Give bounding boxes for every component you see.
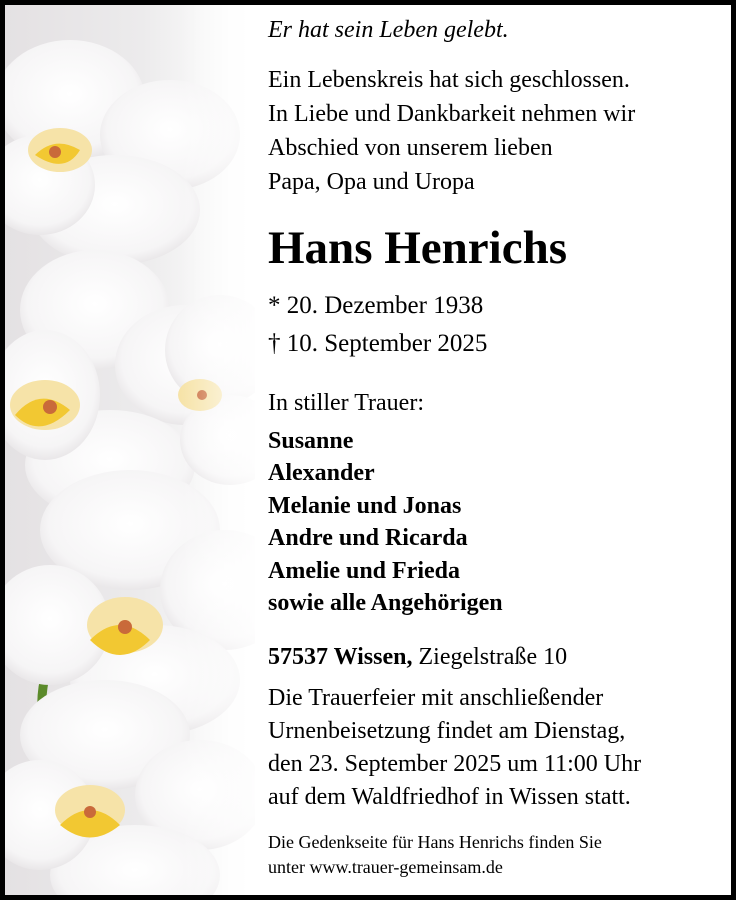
family-member: Susanne <box>268 428 354 454</box>
birth-date: * 20. Dezember 1938 <box>268 292 484 319</box>
family-list <box>268 425 503 619</box>
life-dates <box>268 287 487 363</box>
footer-line: unter www.trauer-gemeinsam.de <box>268 857 503 877</box>
obituary-notice <box>5 5 731 895</box>
orchid-image <box>5 5 255 895</box>
footer-line: Die Gedenkseite für Hans Henrichs finden Sie <box>268 832 602 852</box>
address <box>268 644 567 671</box>
service-line: den 23. September 2025 um 11:00 Uhr <box>268 751 642 777</box>
death-date: † 10. September 2025 <box>268 330 488 357</box>
address-city: 57537 Wissen, <box>268 644 413 670</box>
service-info <box>268 682 641 814</box>
family-member: sowie alle Angehörigen <box>268 589 503 616</box>
service-line: Urnenbeisetzung findet am Dienstag, <box>268 718 626 744</box>
intro-line: Ein Lebenskreis hat sich geschlossen. <box>268 67 630 93</box>
family-member: Melanie und Jonas <box>268 492 462 519</box>
service-line: Die Trauerfeier mit anschließender <box>268 685 604 711</box>
deceased-name: Hans Henrichs <box>268 222 568 274</box>
intro-line: Abschied von unserem lieben <box>268 135 553 161</box>
intro-line: Papa, Opa und Uropa <box>268 169 475 195</box>
service-line: auf dem Waldfriedhof in Wissen statt. <box>268 784 631 810</box>
family-member: Andre und Ricarda <box>268 525 468 552</box>
intro-text <box>268 63 635 199</box>
motto: Er hat sein Leben gelebt. <box>268 17 509 43</box>
mourning-label: In stiller Trauer: <box>268 390 424 416</box>
orchid-illustration <box>5 5 255 895</box>
family-member: Amelie und Frieda <box>268 557 460 584</box>
intro-line: In Liebe und Dankbarkeit nehmen wir <box>268 101 636 127</box>
address-street: Ziegelstraße 10 <box>418 644 568 670</box>
memorial-page-note <box>268 830 602 880</box>
family-member: Alexander <box>268 460 375 487</box>
